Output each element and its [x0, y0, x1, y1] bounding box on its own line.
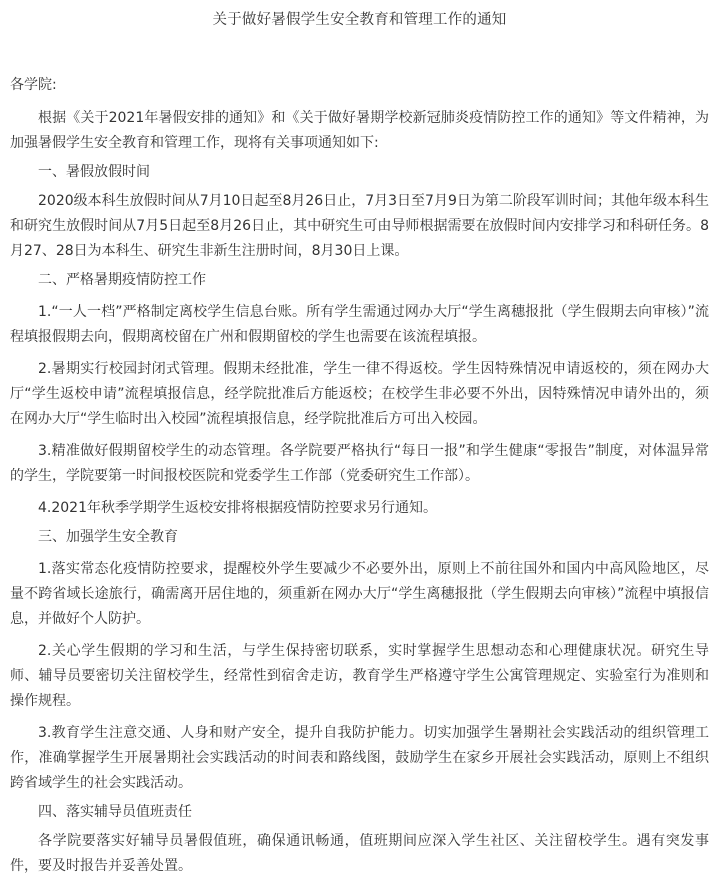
epidemic-item-3: 3.精准做好假期留校学生的动态管理。各学院要严格执行“每日一报”和学生健康“零报告”制度，对体温异常的学生，学院要第一时间报校医院和党委学生工作部（党委研究生工作部）。 — [10, 443, 709, 484]
section-heading-duty: 四、落实辅导员值班责任 — [38, 804, 192, 820]
safety-item-3: 3.教育学生注意交通、人身和财产安全，提升自我防护能力。切实加强学生暑期社会实践活动的组织管理工作，准确掌握学生开展暑期社会实践活动的时间表和路线图，鼓励学生在家乡开展社会实践活动，原则上不组织跨省域学生的社会实践活动。 — [10, 725, 709, 791]
intro-paragraph: 根据《关于2021年暑假安排的通知》和《关于做好暑期学校新冠肺炎疫情防控工作的通知》等文件精神，为加强暑假学生安全教育和管理工作，现将有关事项通知如下: — [10, 110, 709, 151]
epidemic-item-1: 1.“一人一档”严格制定离校学生信息台账。所有学生需通过网办大厅“学生离穗报批（学生假期去向审核）”流程填报假期去向，假期离校留在广州和假期留校的学生也需要在该流程填报。 — [10, 304, 709, 345]
page-title: 关于做好暑假学生安全教育和管理工作的通知 — [212, 12, 507, 28]
epidemic-item-4: 4.2021年秋季学期学生返校安排将根据疫情防控要求另行通知。 — [38, 500, 437, 516]
safety-item-2: 2.关心学生假期的学习和生活，与学生保持密切联系，实时掌握学生思想动态和心理健康状况。研究生导师、辅导员要密切关注留校学生，经常性到宿舍走访，教育学生严格遵守学生公寓管理规定、实验室行为准则和操作规程。 — [10, 643, 709, 709]
epidemic-item-2: 2.暑期实行校园封闭式管理。假期未经批准，学生一律不得返校。学生因特殊情况申请返校的，须在网办大厅“学生返校申请”流程填报信息，经学院批准后方能返校；在校学生非必要不外出，因特殊情况申请外出的，须在网办大厅“学生临时出入校园”流程填报信息，经学院批准后方可出入校园。 — [10, 361, 709, 427]
section-heading-safety-education: 三、加强学生安全教育 — [38, 529, 178, 545]
safety-item-1: 1.落实常态化疫情防控要求，提醒校外学生要减少不必要外出，原则上不前往国外和国内中高风险地区，尽量不跨省域长途旅行，确需离开居住地的，须重新在网办大厅“学生离穗报批（学生假期去向审核）”流程中填报信息，并做好个人防护。 — [10, 561, 709, 627]
section-heading-vacation-time: 一、暑假放假时间 — [38, 164, 150, 180]
vacation-time-paragraph: 2020级本科生放假时间从7月10日起至8月26日止，7月3日至7月9日为第二阶段军训时间；其他年级本科生和研究生放假时间从7月5日起至8月26日止，其中研究生可由导师根据需要在放假时间内安排学习和科研任务。8月27、28日为本科生、研究生非新生注册时间，8月30日上课。 — [10, 193, 709, 259]
duty-paragraph: 各学院要落实好辅导员暑假值班，确保通讯畅通，值班期间应深入学生社区、关注留校学生。遇有突发事件，要及时报告并妥善处置。 — [10, 833, 709, 874]
section-heading-epidemic-control: 二、严格暑期疫情防控工作 — [38, 272, 206, 288]
salutation: 各学院: — [10, 77, 57, 93]
